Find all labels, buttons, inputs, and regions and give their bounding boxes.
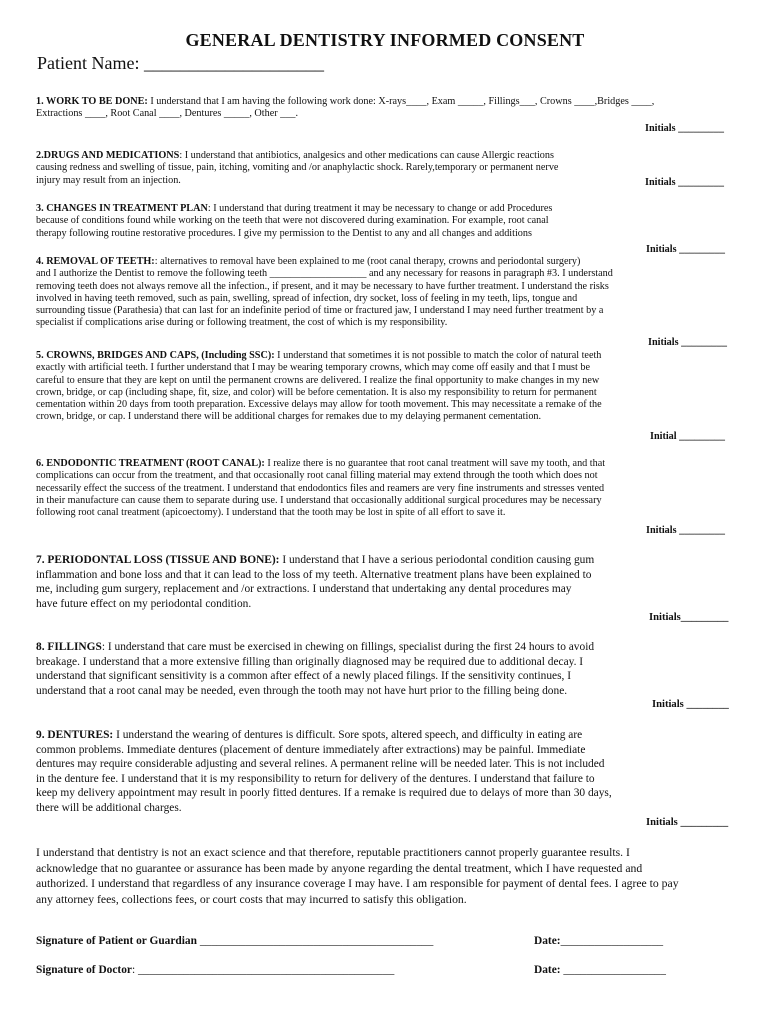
section-body: : alternatives to removal have been explained to me (root canal therapy, crowns and periodontal surgery) and I authorize the Dentist to remove the following teeth ___________________ and any necessary for reasons in paragraph #3. I understand removing teeth does not always remove all the infection., if present, and it may be necessary to have further treatment. I understand the risks involved in having teeth removed, such as pain, swelling, spread of infection, dry socket, loss of feeling in my teeth, lips, tongue and surrounding tissue (Parathesia) that can last for an indefinite period of time or fractured jaw, I understand I may need further treatment by a specialist if complications arise during or following treatment, the cost of which is my responsibility. bbox=[36, 256, 613, 329]
doctor-signature-field[interactable] bbox=[36, 964, 394, 976]
section-dentures bbox=[36, 728, 736, 816]
doctor-signature-line: : _____________________________________________ bbox=[131, 964, 395, 976]
section-title: 9. DENTURES: bbox=[36, 729, 114, 741]
patient-name-field[interactable]: Patient Name: ____________________ bbox=[37, 53, 324, 73]
document-title: GENERAL DENTISTRY INFORMED CONSENT bbox=[185, 30, 585, 50]
section-body: : I understand that antibiotics, analgesics and other medications can cause Allergic reactions causing redness and swelling of tissue, pain, itching, vomiting and /or anaphylactic shock. Rarely,temporary or permanent nerve injury may result from an injection. bbox=[36, 150, 559, 186]
section-body: I understand that I am having the following work done: X-rays____, Exam _____, Fillings___, Crowns ____,Bridges ____, Extractions ____, Root Canal ____, Dentures _____, Other ___. bbox=[36, 96, 655, 120]
doctor-date-field[interactable] bbox=[534, 964, 666, 976]
initials-field[interactable]: Initials _________ bbox=[646, 817, 729, 828]
acknowledgement-paragraph: I understand that dentistry is not an exact science and that therefore, reputable practitioners cannot properly guarantee results. I acknowledge that no guarantee or assurance has been made by anyone regarding the dental treatment, which I have requested and authorized. I understand that regardless of any insurance coverage I may have. I am responsible for payment of dental fees. I agree to pay any attorney fees, collections fees, or court costs that may incurred to satisfy this obligation. bbox=[36, 846, 679, 906]
patient-signature-field[interactable] bbox=[36, 935, 433, 947]
section-title: 5. CROWNS, BRIDGES AND CAPS, (Including SSC): bbox=[36, 350, 275, 361]
doctor-date-line: __________________ bbox=[560, 964, 666, 976]
section-crowns-bridges bbox=[36, 350, 736, 424]
initials-field[interactable]: Initials _________ bbox=[646, 525, 725, 536]
section-body: I understand that sometimes it is not possible to match the color of natural teeth exactly with artificial teeth. I further understand that I may be wearing temporary crowns, which may come off easily and that I must be careful to ensure that they are kept on until the permanent crowns are delivered. I realize the final opportunity to make changes in my new crown, bridge, or cap (including shape, fit, size, and color) will be before cementation. It is also my responsibility to return for permanent cementation within 20 days from tooth preparation. Excessive delays may allow for tooth movement. This may necessitate a remake of the crown, bridge, or cap. I understand there will be additional charges for remakes due to my delaying permanent cementation. bbox=[36, 350, 602, 423]
patient-date-label: Date: bbox=[534, 935, 561, 947]
patient-date-line: __________________ bbox=[560, 935, 664, 947]
section-title: 7. PERIODONTAL LOSS (TISSUE AND BONE): bbox=[36, 554, 280, 566]
section-title: 3. CHANGES IN TREATMENT PLAN bbox=[36, 203, 208, 214]
section-periodontal-loss bbox=[36, 553, 736, 611]
initials-field[interactable]: Initials _________ bbox=[646, 244, 725, 255]
section-work-to-be-done bbox=[36, 96, 736, 121]
initials-field[interactable]: Initials _________ bbox=[645, 123, 724, 134]
section-body: I understand that I have a serious periodontal condition causing gum inflammation and bone loss and that it can lead to the loss of my teeth. Alternative treatment plans have been explained to me, including gum surgery, replacement and /or extractions. I understand that undertaking any dental procedures may have future effect on my periodontal condition. bbox=[36, 554, 595, 610]
patient-signature-line: _________________________________________ bbox=[196, 935, 434, 947]
section-title: 1. WORK TO BE DONE: bbox=[36, 96, 148, 107]
section-removal-of-teeth bbox=[36, 256, 736, 330]
doctor-signature-label: Signature of Doctor bbox=[36, 964, 132, 976]
initials-field[interactable]: Initial _________ bbox=[650, 431, 725, 442]
section-title: 8. FILLINGS bbox=[36, 641, 102, 653]
section-body: : I understand that during treatment it may be necessary to change or add Procedures because of conditions found while working on the teeth that were not discovered during examination. For example, root canal therapy following routine restorative procedures. I give my permission to the Dentist to any and all changes and additions bbox=[36, 203, 553, 239]
patient-date-field[interactable] bbox=[534, 935, 663, 947]
section-body: I understand the wearing of dentures is difficult. Sore spots, altered speech, and difficulty in eating are common problems. Immediate dentures (placement of denture immediately after extractions) may be painful. Immediate dentures may require considerable adjusting and several relines. A permanent reline will be needed later. This is not included in the denture fee. I understand that it is my responsibility to return for delivery of the dentures. I understand that failure to keep my delivery appointment may result in poorly fitted dentures. If a remake is required due to delays of more than 30 days, there will be additional charges. bbox=[36, 729, 612, 814]
section-body: I realize there is no guarantee that root canal treatment will save my tooth, and that complications can occur from the treatment, and that occasionally root canal filling material may extend through the tooth which does not necessarily effect the success of the treatment. I understand that endodontics files and reamers are very fine instruments and stresses vented in their manufacture can cause them to separate during use. I understand that occasionally additional surgical procedures may be necessary following root canal treatment (apicoectomy). I understand that the tooth may be lost in spite of all effort to save it. bbox=[36, 458, 606, 519]
section-body: : I understand that care must be exercised in chewing on fillings, specialist during the first 24 hours to avoid breakage. I understand that a more extensive filling than originally diagnosed may be required due to additional decay. I understand that significant sensitivity is a common after effect of a newly placed filings. If the sensitivity continues, I understand that a root canal may be needed, even through the tooth may not have hurt prior to the filling being done. bbox=[36, 641, 595, 697]
section-title: 4. REMOVAL OF TEETH: bbox=[36, 256, 155, 267]
section-drugs-medications bbox=[36, 150, 636, 187]
section-title: 6. ENDODONTIC TREATMENT (ROOT CANAL): bbox=[36, 458, 265, 469]
patient-signature-label: Signature of Patient or Guardian bbox=[36, 935, 197, 947]
initials-field[interactable]: Initials _________ bbox=[648, 337, 727, 348]
doctor-date-label: Date: bbox=[534, 964, 561, 976]
initials-field[interactable]: Initials ________ bbox=[652, 699, 729, 710]
section-title: 2.DRUGS AND MEDICATIONS bbox=[36, 150, 180, 161]
initials-field[interactable]: Initials_________ bbox=[649, 612, 729, 623]
initials-field[interactable]: Initials _________ bbox=[645, 177, 724, 188]
section-fillings bbox=[36, 640, 736, 698]
section-changes-treatment-plan bbox=[36, 203, 656, 240]
section-endodontic-treatment bbox=[36, 458, 736, 519]
